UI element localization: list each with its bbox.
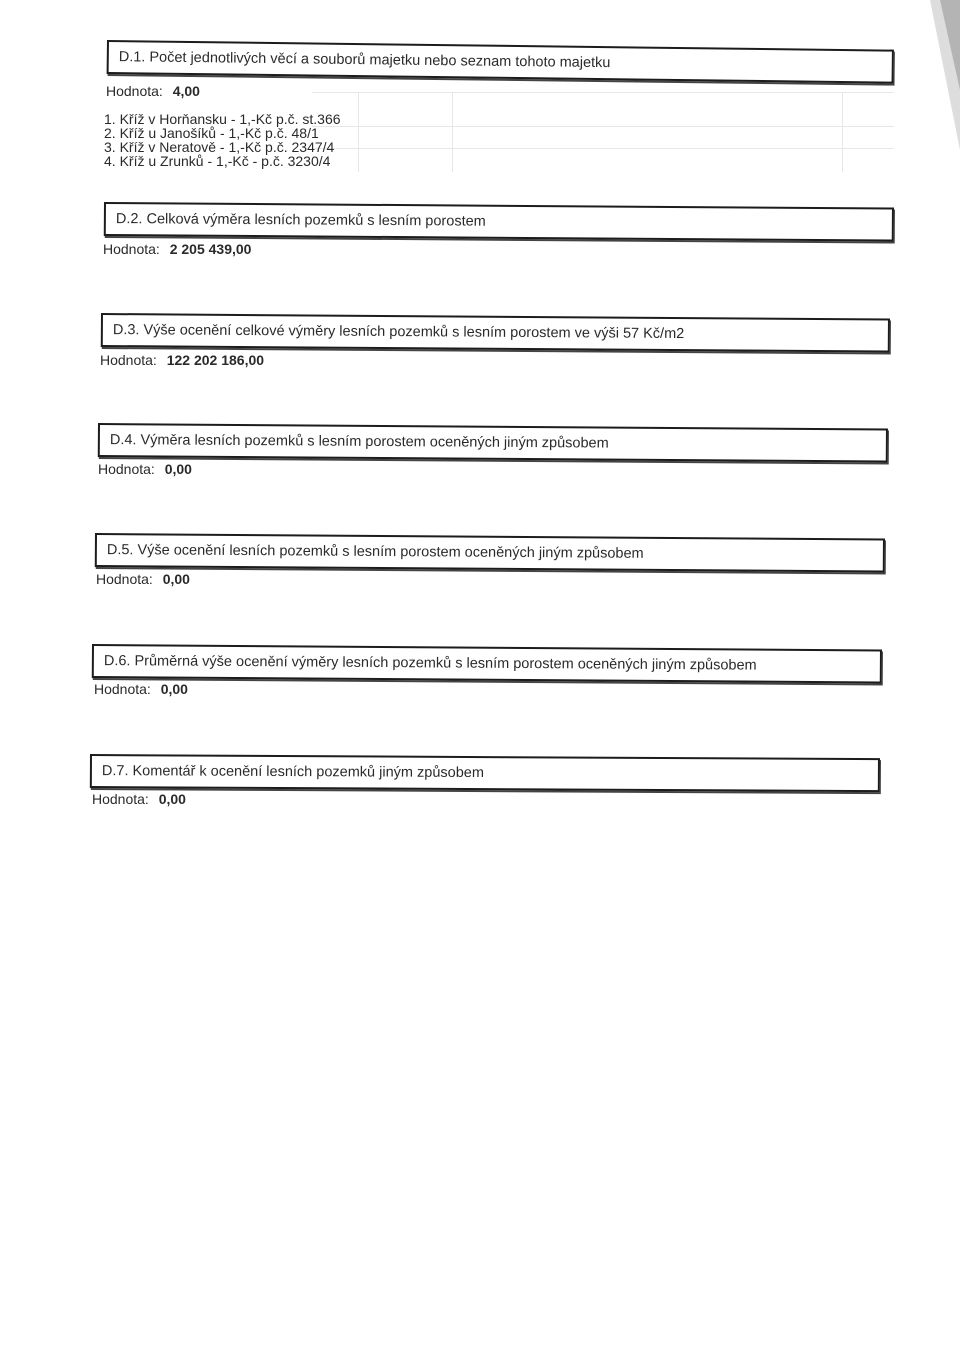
section-heading-d7 [90,754,880,792]
section-value-d2 [103,241,251,257]
list-item: 2. Kříž u Janošíků - 1,-Kč p.č. 48/1 [104,125,319,141]
value-label: Hodnota: [92,791,149,807]
section-title: D.1. Počet jednotlivých věcí a souborů majetku nebo seznam tohoto majetku [118,49,611,72]
section-heading-d2 [104,202,894,242]
value-number: 0,00 [160,681,188,697]
section-title: D.3. Výše ocenění celkové výměry lesních pozemků s lesním porostem ve výši 57 Kč/m2 [112,322,685,343]
section-title: D.4. Výměra lesních pozemků s lesním porostem oceněných jiným způsobem [109,432,609,452]
value-label: Hodnota: [103,241,160,257]
asset-list [104,112,341,168]
value-number: 0,00 [162,571,190,587]
value-number: 4,00 [172,83,200,99]
section-value-d6 [94,681,188,697]
section-title: D.5. Výše ocenění lesních pozemků s lesním porostem oceněných jiným způsobem [106,542,644,562]
value-label: Hodnota: [100,352,157,368]
list-item: 3. Kříž v Neratově - 1,-Kč p.č. 2347/4 [104,139,335,155]
section-title: D.2. Celková výměra lesních pozemků s lesním porostem [115,211,486,230]
section-title: D.6. Průměrná výše ocenění výměry lesních pozemků s lesním porostem oceněných jiným způsobem [103,653,757,674]
section-heading-d6 [92,644,882,684]
section-heading-d3 [101,313,890,353]
value-label: Hodnota: [106,83,163,99]
section-title: D.7. Komentář k ocenění lesních pozemků jiným způsobem [101,763,484,782]
list-item: 1. Kříž v Horňansku - 1,-Kč p.č. st.366 [104,111,341,127]
list-item: 4. Kříž u Zrunků - 1,-Kč - p.č. 3230/4 [104,153,331,169]
value-label: Hodnota: [94,681,151,697]
section-value-d3 [100,352,264,368]
value-number: 2 205 439,00 [169,241,252,257]
value-number: 122 202 186,00 [166,352,265,368]
value-label: Hodnota: [98,461,155,477]
section-value-d1 [106,83,200,99]
value-number: 0,00 [158,791,186,807]
section-value-d4 [98,461,192,477]
value-number: 0,00 [164,461,192,477]
section-value-d5 [96,571,190,587]
section-heading-d1 [107,40,894,84]
section-value-d7 [92,791,186,807]
value-label: Hodnota: [96,571,153,587]
section-heading-d4 [98,423,888,463]
section-heading-d5 [95,533,885,573]
